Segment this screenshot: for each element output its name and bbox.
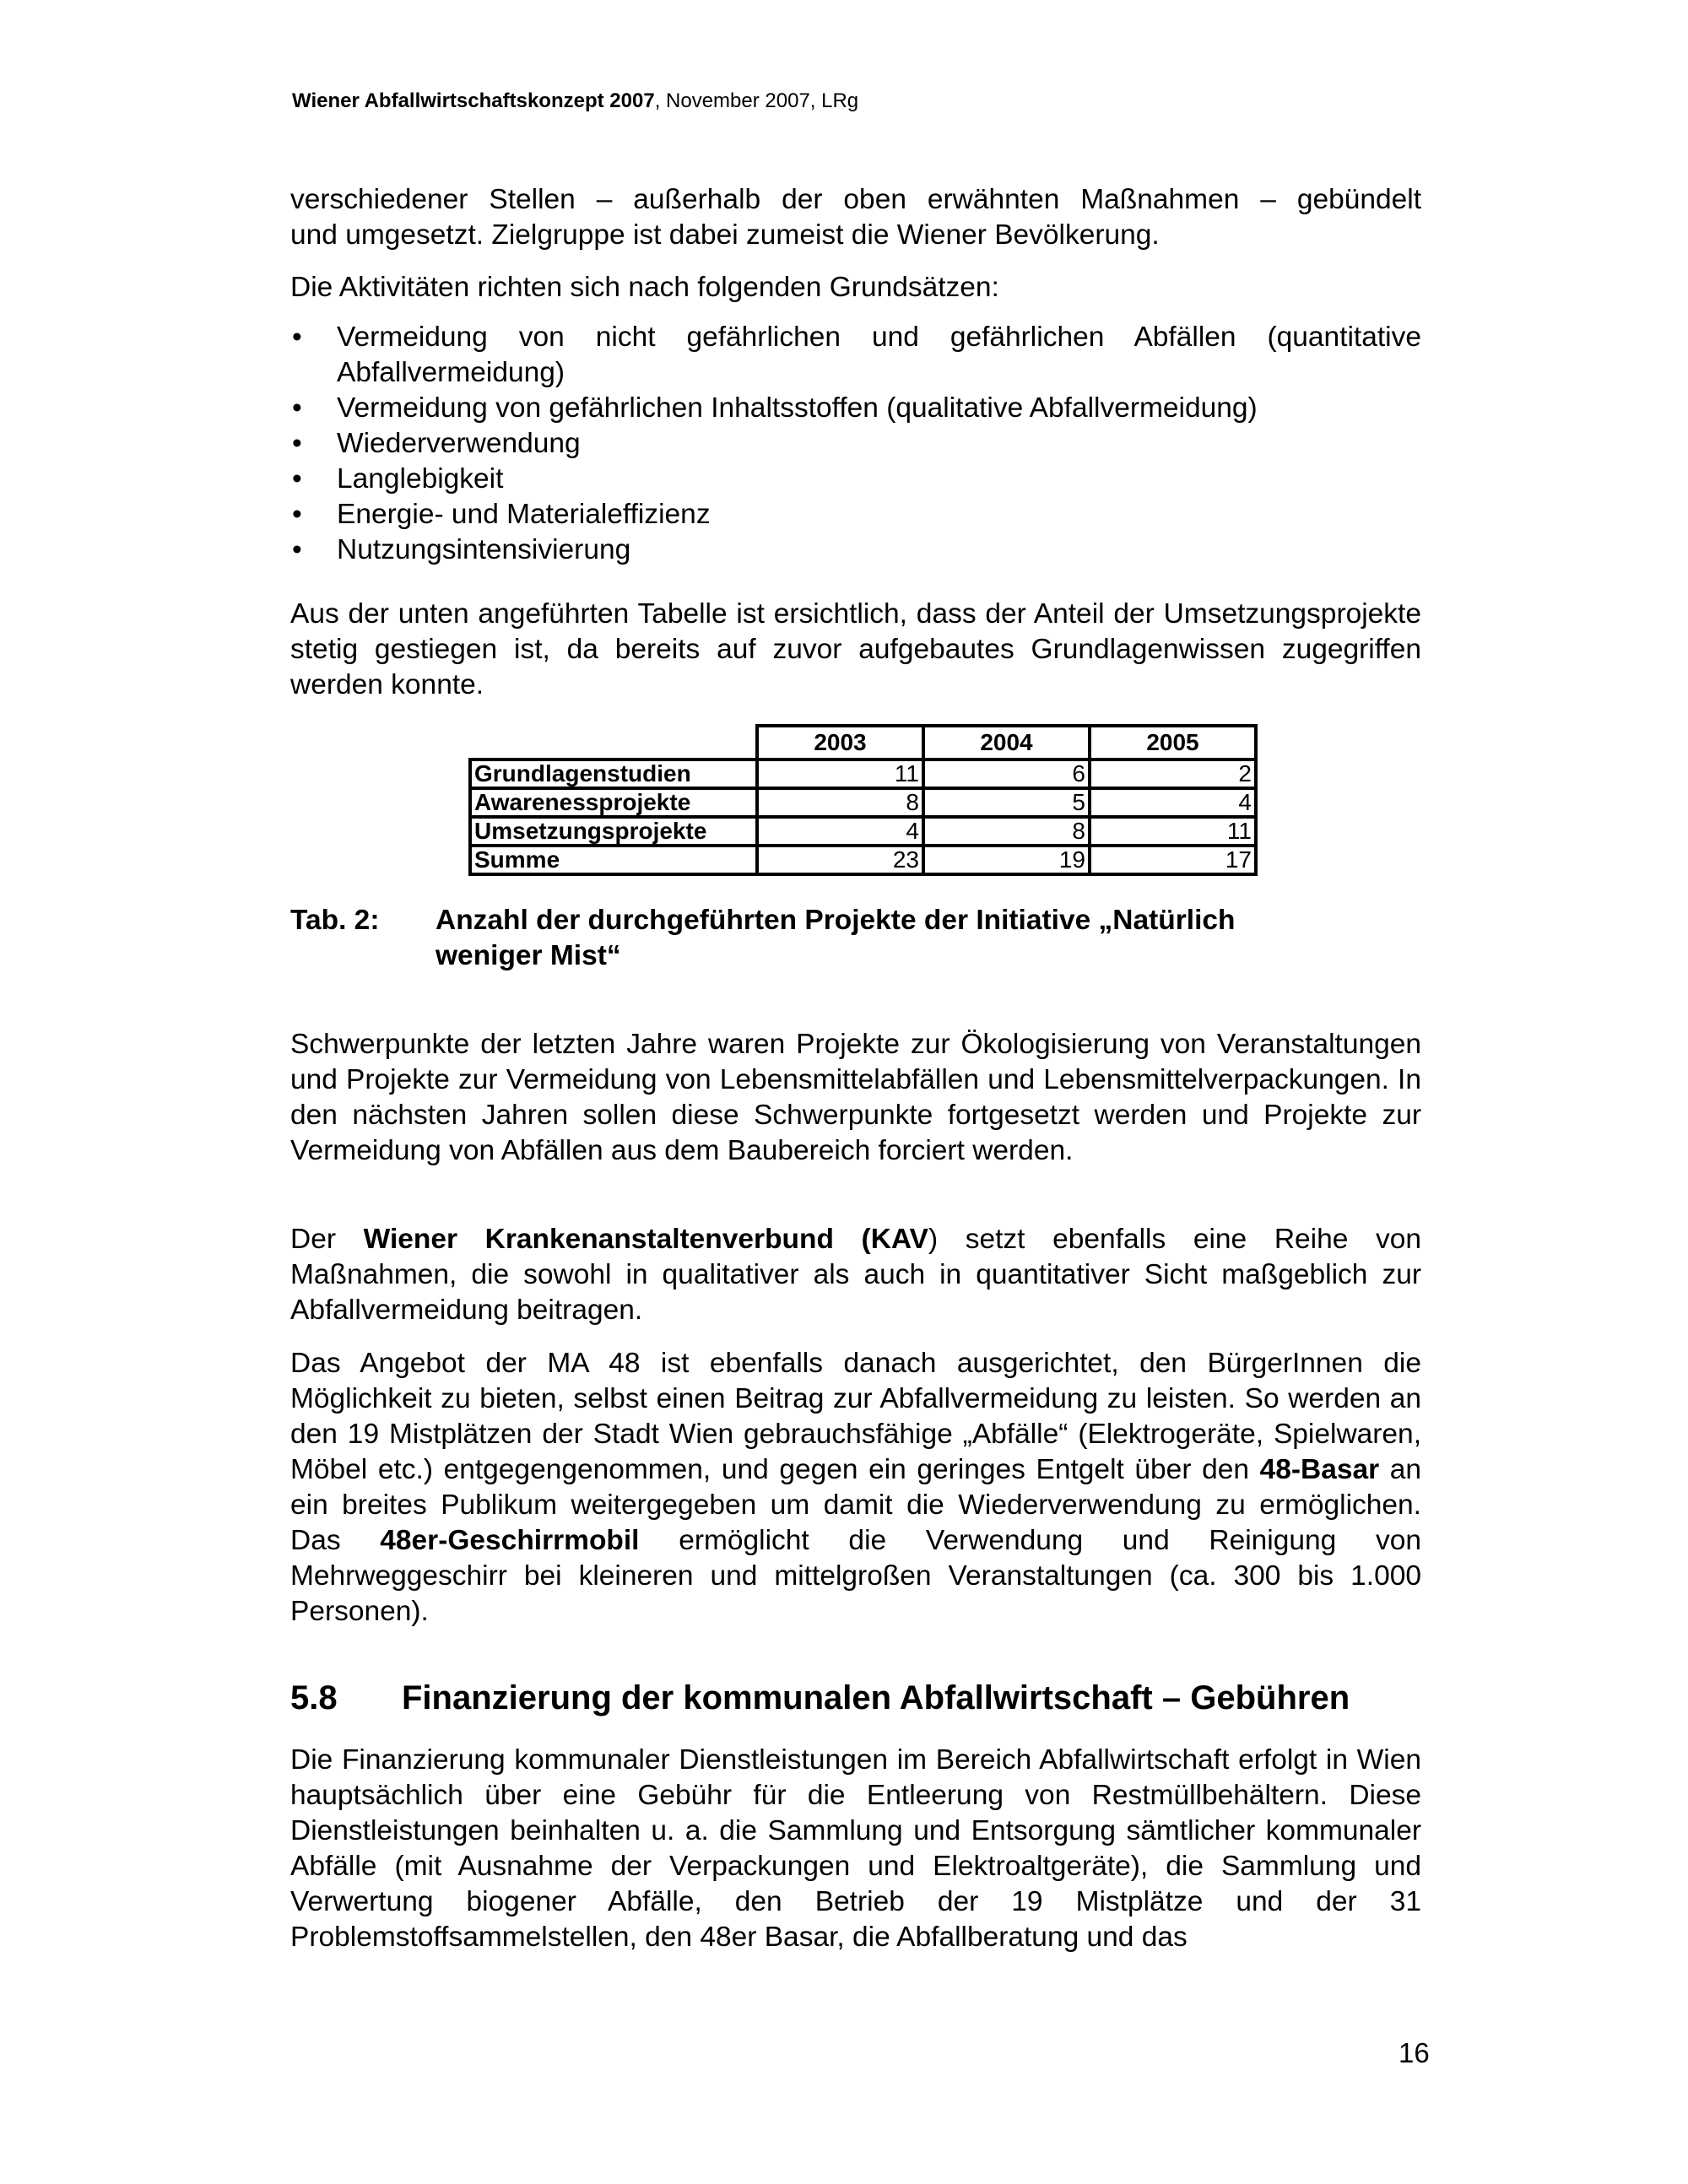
header-meta: , November 2007, LRg [654, 89, 859, 112]
table-cell: 8 [757, 788, 923, 817]
table-cell: 4 [757, 817, 923, 846]
kav-name: Wiener Krankenanstaltenverbund (KAV [363, 1224, 928, 1255]
section-number: 5.8 [290, 1679, 338, 1716]
bullet-icon: • [292, 534, 302, 565]
list-item-text: Nutzungsintensivierung [337, 534, 631, 565]
list-item [290, 391, 1421, 426]
kav-pre: Der [290, 1224, 364, 1255]
list-item [290, 462, 1421, 497]
table-row [470, 788, 1256, 817]
intro-line-1: verschiedener Stellen – außerhalb der oben erwähnten Maßnahmen – gebündelt [290, 184, 1421, 215]
projects-table [468, 724, 1258, 876]
list-item-text: Vermeidung von nicht gefährlichen und gefährlichen Abfällen (quantitative Abfallvermeidung) [337, 322, 1421, 388]
table-cell: 17 [1090, 846, 1256, 874]
ma48-paragraph [290, 1346, 1421, 1630]
table-row-total [470, 846, 1256, 874]
caption-text: Anzahl der durchgeführten Projekte der Initiative „Natürlich weniger Mist“ [436, 905, 1236, 971]
list-item [290, 532, 1421, 568]
basar-term: 48-Basar [1259, 1454, 1380, 1485]
list-item-text: Langlebigkeit [337, 463, 504, 495]
ma48-text-2: an ein breites Publikum weitergegeben um damit die Wiederverwendung zu ermöglichen. Das [290, 1454, 1421, 1556]
list-item [290, 320, 1421, 391]
caption-label: Tab. 2: [290, 905, 380, 936]
section-paragraph: Die Finanzierung kommunaler Dienstleistungen im Bereich Abfallwirtschaft erfolgt in Wien hauptsächlich über eine Gebühr für die Entleerung von Restmüllbehältern. Diese Dienstleistungen beinhalten u. a. die Sammlung und Entsorgung sämtlicher kommunaler Abfälle (mit Ausnahme der Verpackungen und Elektroaltgeräte), die Sammlung und Verwertung biogener Abfälle, den Betrieb der 19 Mistplätze und der 31 Problemstoffsammelstellen, den 48er Basar, die Abfallberatung und das [290, 1744, 1421, 1953]
principles-list [290, 320, 1421, 568]
bullet-icon: • [292, 322, 302, 353]
kav-paragraph [290, 1222, 1421, 1328]
list-item [290, 426, 1421, 462]
table-cell: 6 [923, 760, 1090, 788]
geschirrmobil-term: 48er-Geschirrmobil [380, 1525, 640, 1556]
list-item-text: Wiederverwendung [337, 428, 581, 459]
bullet-icon: • [292, 499, 302, 530]
list-item-text: Energie- und Materialeffizienz [337, 499, 711, 530]
column-header: 2005 [1090, 726, 1256, 760]
table-cell: 2 [1090, 760, 1256, 788]
bullet-icon: • [292, 428, 302, 459]
row-label: Grundlagenstudien [470, 760, 757, 788]
page-number: 16 [1399, 2037, 1430, 2068]
table-cell: 4 [1090, 788, 1256, 817]
table-row [470, 760, 1256, 788]
header-title: Wiener Abfallwirtschaftskonzept 2007 [292, 89, 655, 112]
table-cell: 11 [1090, 817, 1256, 846]
section-heading [290, 1679, 1350, 1717]
row-label: Summe [470, 846, 757, 874]
table-cell: 8 [923, 817, 1090, 846]
section-title: Finanzierung der kommunalen Abfallwirtschaft – Gebühren [402, 1679, 1350, 1716]
table-row [470, 817, 1256, 846]
bullet-icon: • [292, 463, 302, 495]
column-header: 2004 [923, 726, 1090, 760]
kav-post: ) setzt ebenfalls eine Reihe von Maßnahmen, die sowohl in qualitativer als auch in quantitativer Sicht maßgeblich zur Abfallvermeidung beitragen. [290, 1224, 1421, 1326]
bullet-icon: • [292, 392, 302, 424]
ma48-text-1: Das Angebot der MA 48 ist ebenfalls danach ausgerichtet, den BürgerInnen die Möglichkeit zu bieten, selbst einen Beitrag zur Abfallvermeidung zu leisten. So werden an den 19 Mistplätzen der Stadt Wien gebrauchsfähige „Abfälle“ (Elektrogeräte, Spielwaren, Möbel etc.) entgegengenommen, und gegen ein geringes Entgelt über den [290, 1348, 1421, 1485]
intro-paragraph [290, 182, 1421, 253]
table-cell: 11 [757, 760, 923, 788]
list-item-text: Vermeidung von gefährlichen Inhaltsstoffen (qualitative Abfallvermeidung) [337, 392, 1258, 424]
table-cell: 19 [923, 846, 1090, 874]
table-corner-cell [470, 726, 757, 760]
running-header [292, 89, 858, 113]
row-label: Awarenessprojekte [470, 788, 757, 817]
table-cell: 23 [757, 846, 923, 874]
table-header-row [470, 726, 1256, 760]
ma48-text-3: ermöglicht die Verwendung und Reinigung von Mehrweggeschirr bei kleineren und mittelgroßen Veranstaltungen (ca. 300 bis 1.000 Personen). [290, 1525, 1421, 1627]
principles-lead: Die Aktivitäten richten sich nach folgenden Grundsätzen: [290, 272, 999, 303]
focus-paragraph: Schwerpunkte der letzten Jahre waren Projekte zur Ökologisierung von Veranstaltungen und Projekte zur Vermeidung von Lebensmittelabfällen und Lebensmittelverpackungen. In den nächsten Jahren sollen diese Schwerpunkte fortgesetzt werden und Projekte zur Vermeidung von Abfällen aus dem Baubereich forciert werden. [290, 1029, 1421, 1166]
column-header: 2003 [757, 726, 923, 760]
intro-line-2: und umgesetzt. Zielgruppe ist dabei zumeist die Wiener Bevölkerung. [290, 219, 1160, 251]
table-intro-paragraph: Aus der unten angeführten Tabelle ist ersichtlich, dass der Anteil der Umsetzungsprojekte stetig gestiegen ist, da bereits auf zuvor aufgebautes Grundlagenwissen zugegriffen werden konnte. [290, 598, 1421, 700]
table-cell: 5 [923, 788, 1090, 817]
row-label: Umsetzungsprojekte [470, 817, 757, 846]
list-item [290, 497, 1421, 532]
